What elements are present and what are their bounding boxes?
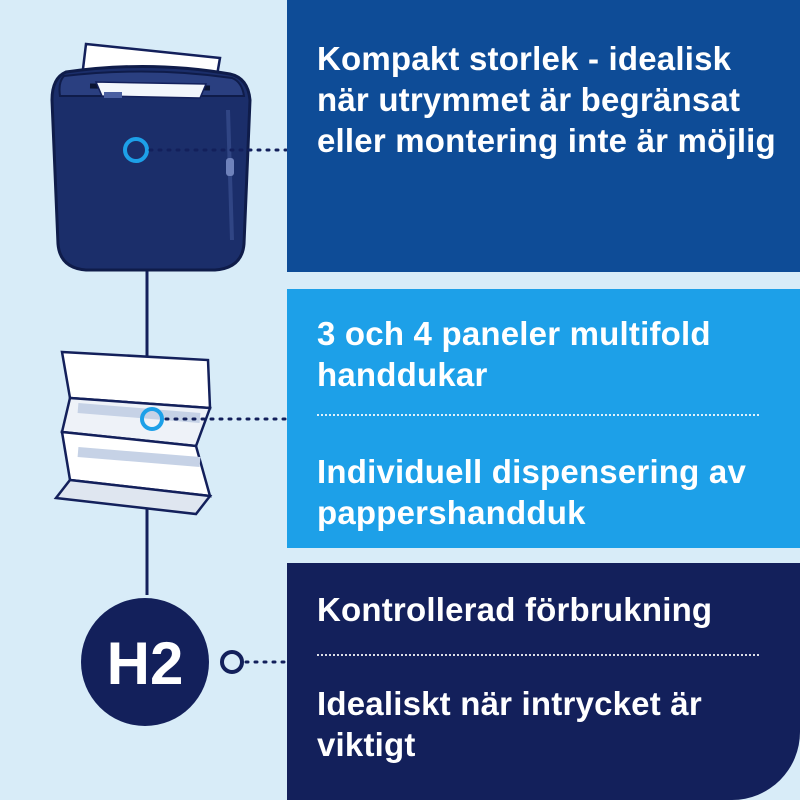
towel-icon: [56, 352, 210, 514]
multifold-divider: [317, 414, 759, 416]
dispenser-icon: [52, 44, 250, 270]
panel-compact-size: [287, 0, 800, 272]
controlled-divider: [317, 654, 759, 656]
multifold-panels-text: 3 och 4 paneler multifold handdukar: [317, 315, 711, 393]
individual-dispensing-text: Individuell dispensering av pappershandduk: [317, 453, 747, 531]
controlled-consumption-text: Kontrollerad förbrukning: [317, 591, 713, 628]
panel-multifold: [287, 289, 800, 548]
badge-callout-marker: [222, 652, 242, 672]
compact-size-text: Kompakt storlek - idealisk när utrymmet är begränsat eller montering inte är möjlig: [317, 40, 776, 159]
h2-badge-label: H2: [106, 630, 184, 697]
impression-important-text: Idealiskt när intrycket är viktigt: [317, 685, 702, 763]
panel-controlled-consumption: [287, 563, 800, 800]
